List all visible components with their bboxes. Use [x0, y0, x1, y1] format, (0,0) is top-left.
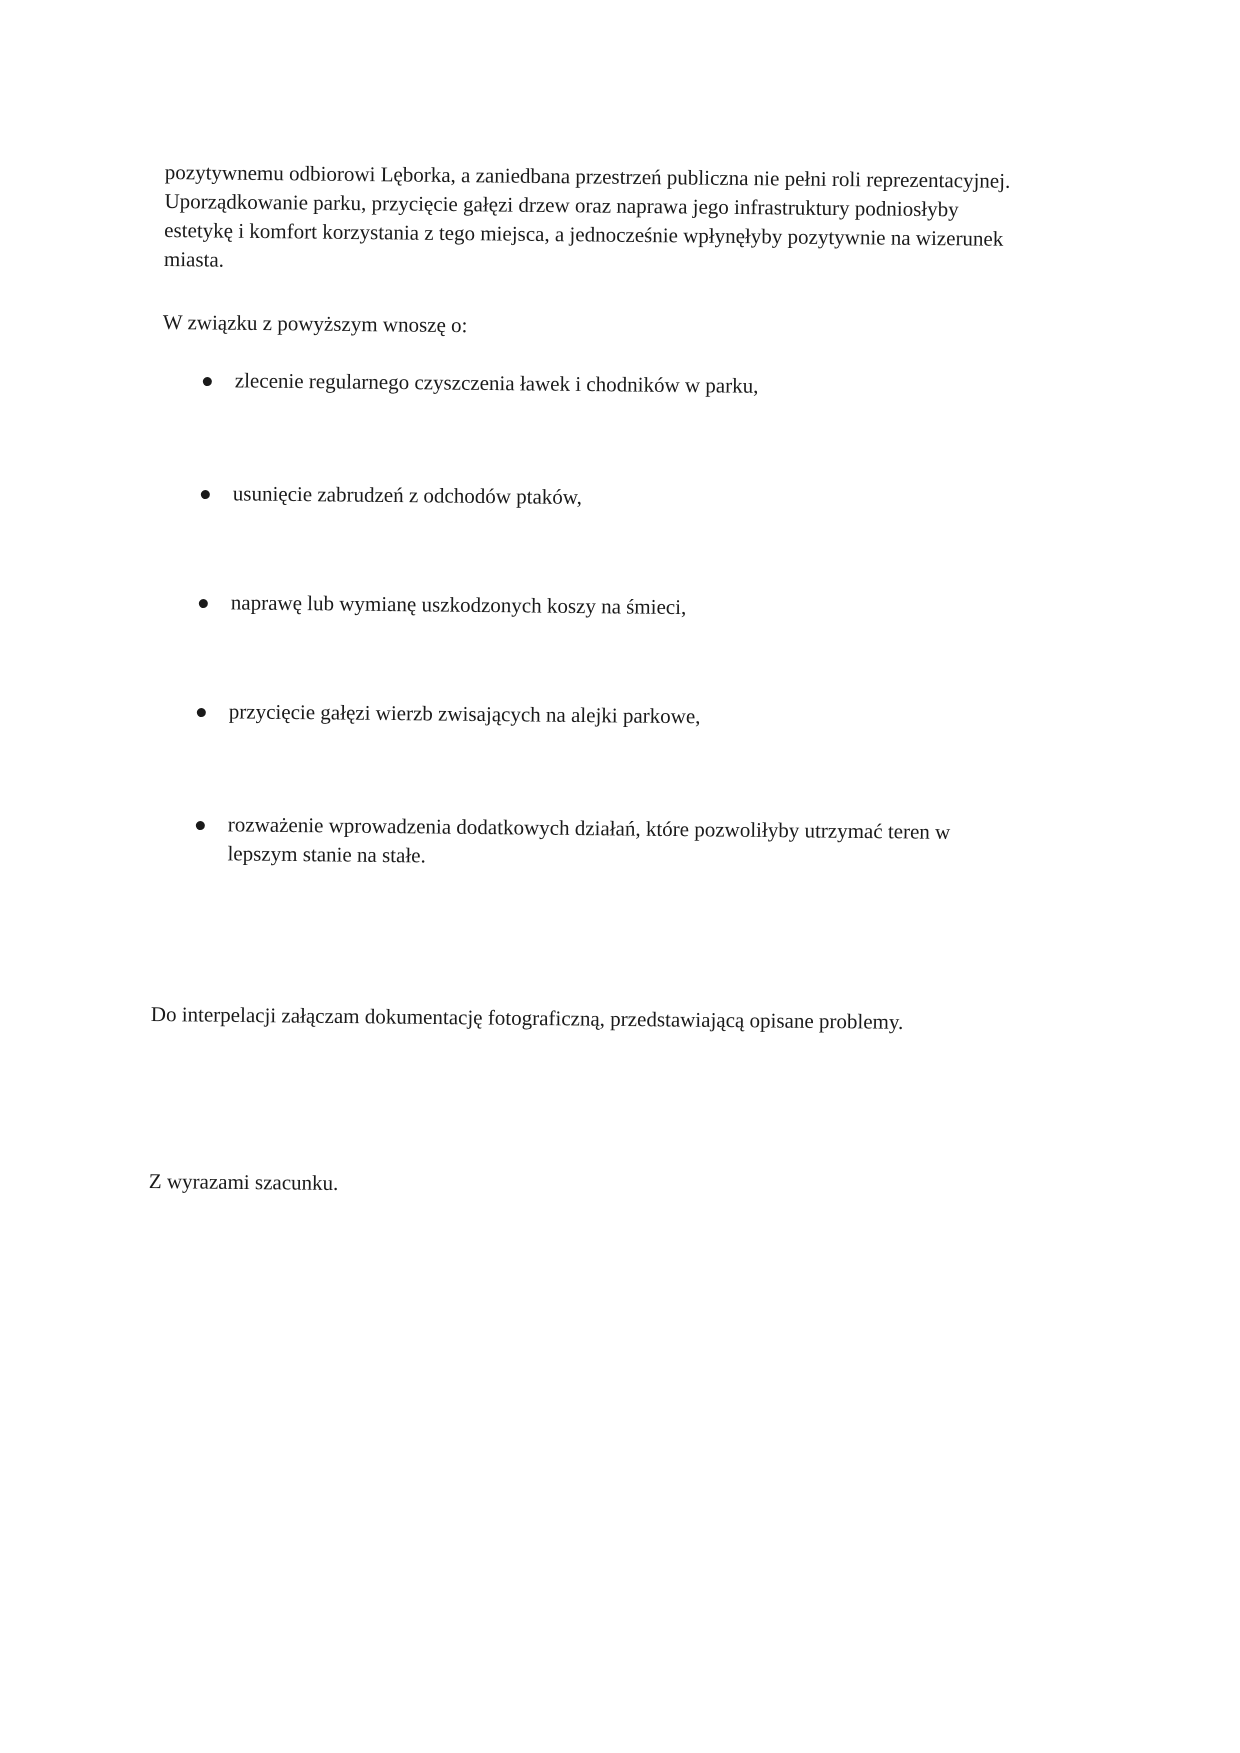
- closing-salutation: Z wyrazami szacunku.: [148, 1168, 339, 1195]
- attachment-note: Do interpelacji załączam dokumentację fotograficzną, przedstawiającą opisane problemy.: [150, 1001, 904, 1034]
- request-item-text: usunięcie zabrudzeń z odchodów ptaków,: [232, 481, 583, 509]
- intro-line-2: Uporządkowanie parku, przycięcie gałęzi drzew oraz naprawa jego infrastruktury podniosłyby: [164, 188, 959, 222]
- intro-line-4: miasta.: [163, 246, 225, 272]
- request-item-text: rozważenie wprowadzenia dodatkowych działań, które pozwoliłyby utrzymać teren w lepszym stanie na stałe.: [227, 812, 951, 868]
- request-item-text: zlecenie regularnego czyszczenia ławek i chodników w parku,: [234, 368, 759, 398]
- bullet-icon: [203, 377, 212, 386]
- intro-line-3: estetykę i komfort korzystania z tego miejsca, a jednocześnie wpłynęłyby pozytywnie na wizerunek: [164, 217, 1004, 251]
- intro-paragraph: [164, 158, 1095, 284]
- request-item-text: naprawę lub wymianę uszkodzonych koszy na śmieci,: [230, 590, 687, 620]
- bullet-icon: [199, 599, 208, 608]
- intro-line-1: pozytywnemu odbiorowi Lęborka, a zaniedbana przestrzeń publiczna nie pełni roli reprezentacyjnej.: [164, 159, 1011, 193]
- request-intro: W związku z powyższym wnoszę o:: [162, 309, 468, 338]
- request-item-text: przycięcie gałęzi wierzb zwisających na alejki parkowe,: [228, 699, 701, 729]
- bullet-icon: [197, 708, 206, 717]
- bullet-icon: [201, 490, 210, 499]
- bullet-icon: [196, 821, 205, 830]
